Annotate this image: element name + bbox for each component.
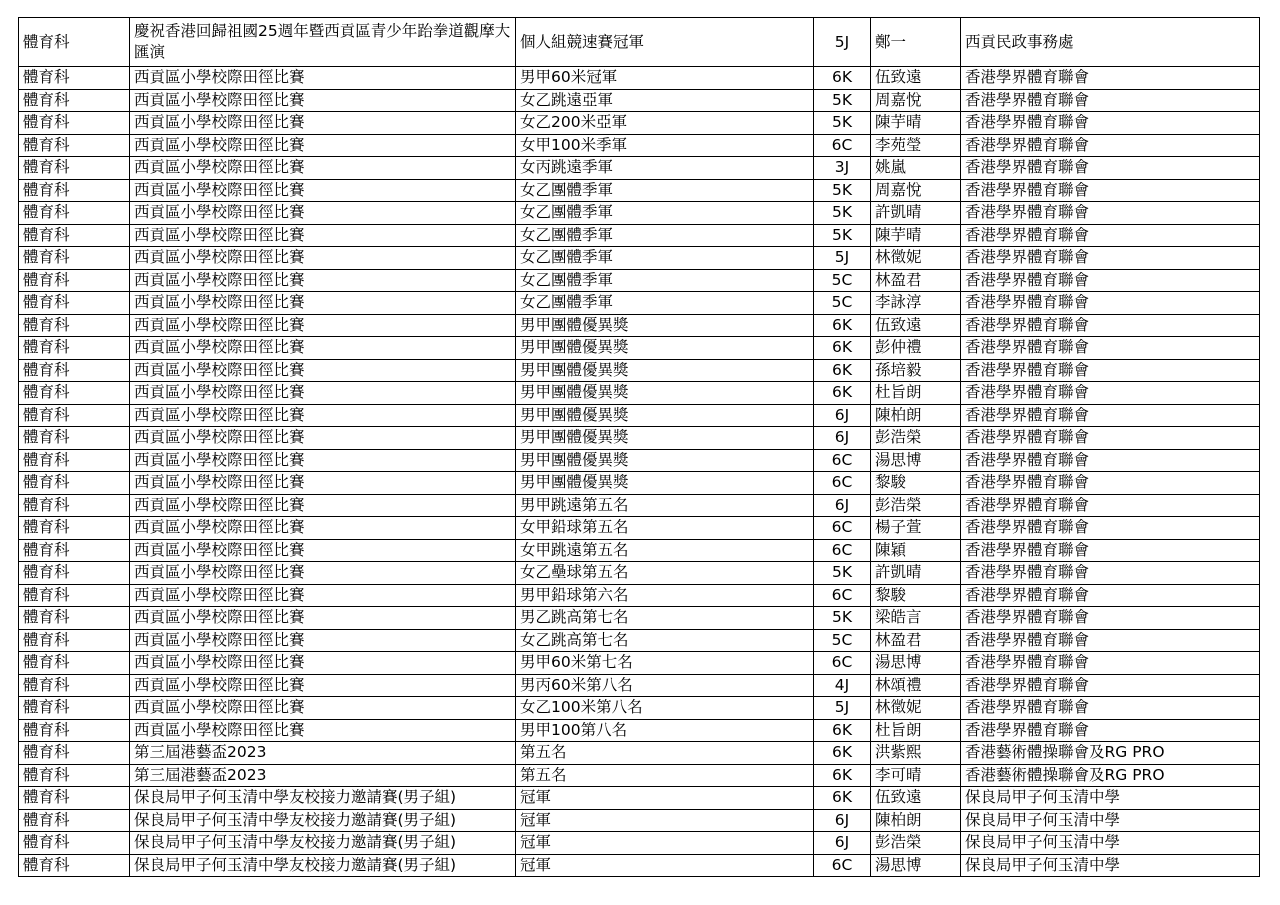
student-cell: 彭浩榮 xyxy=(871,494,961,517)
subject-cell: 體育科 xyxy=(19,742,130,765)
subject-cell: 體育科 xyxy=(19,89,130,112)
event-cell: 西貢區小學校際田徑比賽 xyxy=(130,674,516,697)
student-cell: 黎駿 xyxy=(871,584,961,607)
organizer-cell: 香港學界體育聯會 xyxy=(961,584,1260,607)
organizer-cell: 香港學界體育聯會 xyxy=(961,202,1260,225)
subject-cell: 體育科 xyxy=(19,854,130,877)
table-row xyxy=(19,269,1260,292)
table-row xyxy=(19,337,1260,360)
table-row xyxy=(19,427,1260,450)
event-cell: 西貢區小學校際田徑比賽 xyxy=(130,404,516,427)
student-cell: 陳芋晴 xyxy=(871,112,961,135)
class-cell: 6K xyxy=(814,764,871,787)
class-cell: 6C xyxy=(814,652,871,675)
class-cell: 5K xyxy=(814,89,871,112)
table-row xyxy=(19,832,1260,855)
class-cell: 6C xyxy=(814,517,871,540)
event-cell: 西貢區小學校際田徑比賽 xyxy=(130,112,516,135)
subject-cell: 體育科 xyxy=(19,179,130,202)
awards-table xyxy=(18,17,1260,877)
event-cell: 保良局甲子何玉清中學友校接力邀請賽(男子組) xyxy=(130,854,516,877)
subject-cell: 體育科 xyxy=(19,697,130,720)
award-cell: 女乙跳高第七名 xyxy=(516,629,814,652)
event-cell: 西貢區小學校際田徑比賽 xyxy=(130,697,516,720)
subject-cell: 體育科 xyxy=(19,134,130,157)
subject-cell: 體育科 xyxy=(19,764,130,787)
table-row xyxy=(19,629,1260,652)
student-cell: 姚嵐 xyxy=(871,157,961,180)
award-cell: 女甲跳遠第五名 xyxy=(516,539,814,562)
student-cell: 周嘉悅 xyxy=(871,89,961,112)
organizer-cell: 香港學界體育聯會 xyxy=(961,179,1260,202)
class-cell: 5J xyxy=(814,697,871,720)
table-row xyxy=(19,854,1260,877)
event-cell: 西貢區小學校際田徑比賽 xyxy=(130,517,516,540)
subject-cell: 體育科 xyxy=(19,247,130,270)
organizer-cell: 香港學界體育聯會 xyxy=(961,112,1260,135)
class-cell: 6J xyxy=(814,832,871,855)
organizer-cell: 保良局甲子何玉清中學 xyxy=(961,854,1260,877)
event-cell: 保良局甲子何玉清中學友校接力邀請賽(男子組) xyxy=(130,787,516,810)
subject-cell: 體育科 xyxy=(19,292,130,315)
award-cell: 女乙團體季軍 xyxy=(516,224,814,247)
subject-cell: 體育科 xyxy=(19,584,130,607)
student-cell: 杜旨朗 xyxy=(871,719,961,742)
subject-cell: 體育科 xyxy=(19,269,130,292)
class-cell: 6K xyxy=(814,314,871,337)
subject-cell: 體育科 xyxy=(19,202,130,225)
table-row xyxy=(19,787,1260,810)
student-cell: 梁皓言 xyxy=(871,607,961,630)
award-cell: 女乙跳遠亞軍 xyxy=(516,89,814,112)
event-cell: 保良局甲子何玉清中學友校接力邀請賽(男子組) xyxy=(130,832,516,855)
award-cell: 男甲團體優異獎 xyxy=(516,449,814,472)
student-cell: 林徵妮 xyxy=(871,247,961,270)
subject-cell: 體育科 xyxy=(19,337,130,360)
organizer-cell: 香港學界體育聯會 xyxy=(961,652,1260,675)
award-cell: 女丙跳遠季軍 xyxy=(516,157,814,180)
subject-cell: 體育科 xyxy=(19,224,130,247)
student-cell: 陳芋晴 xyxy=(871,224,961,247)
award-cell: 女乙團體季軍 xyxy=(516,202,814,225)
event-cell: 西貢區小學校際田徑比賽 xyxy=(130,247,516,270)
table-row xyxy=(19,539,1260,562)
subject-cell: 體育科 xyxy=(19,787,130,810)
class-cell: 6K xyxy=(814,742,871,765)
class-cell: 6C xyxy=(814,854,871,877)
student-cell: 黎駿 xyxy=(871,472,961,495)
table-row xyxy=(19,674,1260,697)
organizer-cell: 香港學界體育聯會 xyxy=(961,89,1260,112)
class-cell: 6C xyxy=(814,539,871,562)
class-cell: 6K xyxy=(814,67,871,90)
table-row xyxy=(19,719,1260,742)
table-row xyxy=(19,359,1260,382)
organizer-cell: 香港學界體育聯會 xyxy=(961,157,1260,180)
event-cell: 西貢區小學校際田徑比賽 xyxy=(130,67,516,90)
organizer-cell: 香港學界體育聯會 xyxy=(961,539,1260,562)
event-cell: 西貢區小學校際田徑比賽 xyxy=(130,584,516,607)
class-cell: 6K xyxy=(814,719,871,742)
event-cell: 西貢區小學校際田徑比賽 xyxy=(130,134,516,157)
event-cell: 西貢區小學校際田徑比賽 xyxy=(130,449,516,472)
table-row xyxy=(19,764,1260,787)
subject-cell: 體育科 xyxy=(19,427,130,450)
student-cell: 伍致遠 xyxy=(871,67,961,90)
table-row xyxy=(19,584,1260,607)
table-row xyxy=(19,404,1260,427)
class-cell: 5K xyxy=(814,202,871,225)
class-cell: 6K xyxy=(814,337,871,360)
organizer-cell: 保良局甲子何玉清中學 xyxy=(961,832,1260,855)
table-row xyxy=(19,382,1260,405)
event-cell: 第三屆港藝盃2023 xyxy=(130,764,516,787)
award-cell: 女乙100米第八名 xyxy=(516,697,814,720)
award-cell: 女乙團體季軍 xyxy=(516,292,814,315)
student-cell: 杜旨朗 xyxy=(871,382,961,405)
student-cell: 周嘉悅 xyxy=(871,179,961,202)
student-cell: 彭仲禮 xyxy=(871,337,961,360)
organizer-cell: 香港學界體育聯會 xyxy=(961,314,1260,337)
organizer-cell: 香港學界體育聯會 xyxy=(961,517,1260,540)
table-row xyxy=(19,67,1260,90)
student-cell: 林徵妮 xyxy=(871,697,961,720)
event-cell: 西貢區小學校際田徑比賽 xyxy=(130,292,516,315)
class-cell: 6C xyxy=(814,134,871,157)
organizer-cell: 香港學界體育聯會 xyxy=(961,472,1260,495)
table-row xyxy=(19,607,1260,630)
class-cell: 6J xyxy=(814,494,871,517)
class-cell: 5K xyxy=(814,607,871,630)
table-row xyxy=(19,809,1260,832)
class-cell: 6C xyxy=(814,584,871,607)
award-cell: 冠軍 xyxy=(516,832,814,855)
class-cell: 6C xyxy=(814,472,871,495)
table-row xyxy=(19,18,1260,67)
subject-cell: 體育科 xyxy=(19,517,130,540)
subject-cell: 體育科 xyxy=(19,674,130,697)
table-row xyxy=(19,697,1260,720)
table-row xyxy=(19,292,1260,315)
organizer-cell: 香港學界體育聯會 xyxy=(961,449,1260,472)
student-cell: 鄭一 xyxy=(871,18,961,67)
subject-cell: 體育科 xyxy=(19,314,130,337)
event-cell: 慶祝香港回歸祖國25週年暨西貢區青少年跆拳道觀摩大匯演 xyxy=(130,18,516,67)
event-cell: 西貢區小學校際田徑比賽 xyxy=(130,179,516,202)
student-cell: 林頌禮 xyxy=(871,674,961,697)
student-cell: 林盈君 xyxy=(871,269,961,292)
subject-cell: 體育科 xyxy=(19,67,130,90)
class-cell: 5C xyxy=(814,629,871,652)
subject-cell: 體育科 xyxy=(19,472,130,495)
event-cell: 西貢區小學校際田徑比賽 xyxy=(130,382,516,405)
class-cell: 5K xyxy=(814,112,871,135)
event-cell: 西貢區小學校際田徑比賽 xyxy=(130,494,516,517)
organizer-cell: 香港學界體育聯會 xyxy=(961,607,1260,630)
award-cell: 男甲團體優異獎 xyxy=(516,359,814,382)
class-cell: 6K xyxy=(814,359,871,382)
organizer-cell: 香港學界體育聯會 xyxy=(961,382,1260,405)
student-cell: 伍致遠 xyxy=(871,314,961,337)
subject-cell: 體育科 xyxy=(19,539,130,562)
event-cell: 保良局甲子何玉清中學友校接力邀請賽(男子組) xyxy=(130,809,516,832)
student-cell: 李苑瑩 xyxy=(871,134,961,157)
student-cell: 湯思博 xyxy=(871,854,961,877)
event-cell: 西貢區小學校際田徑比賽 xyxy=(130,652,516,675)
class-cell: 6J xyxy=(814,809,871,832)
event-cell: 西貢區小學校際田徑比賽 xyxy=(130,314,516,337)
table-row xyxy=(19,179,1260,202)
table-row xyxy=(19,314,1260,337)
subject-cell: 體育科 xyxy=(19,449,130,472)
student-cell: 陳柏朗 xyxy=(871,404,961,427)
award-cell: 女乙壘球第五名 xyxy=(516,562,814,585)
award-cell: 個人組競速賽冠軍 xyxy=(516,18,814,67)
student-cell: 彭浩榮 xyxy=(871,427,961,450)
award-cell: 男丙60米第八名 xyxy=(516,674,814,697)
event-cell: 西貢區小學校際田徑比賽 xyxy=(130,629,516,652)
subject-cell: 體育科 xyxy=(19,359,130,382)
event-cell: 西貢區小學校際田徑比賽 xyxy=(130,562,516,585)
subject-cell: 體育科 xyxy=(19,832,130,855)
organizer-cell: 香港學界體育聯會 xyxy=(961,629,1260,652)
organizer-cell: 香港學界體育聯會 xyxy=(961,719,1260,742)
class-cell: 5K xyxy=(814,224,871,247)
subject-cell: 體育科 xyxy=(19,404,130,427)
student-cell: 林盈君 xyxy=(871,629,961,652)
organizer-cell: 保良局甲子何玉清中學 xyxy=(961,809,1260,832)
organizer-cell: 香港藝術體操聯會及RG PRO xyxy=(961,742,1260,765)
organizer-cell: 香港學界體育聯會 xyxy=(961,247,1260,270)
event-cell: 西貢區小學校際田徑比賽 xyxy=(130,719,516,742)
class-cell: 3J xyxy=(814,157,871,180)
event-cell: 西貢區小學校際田徑比賽 xyxy=(130,359,516,382)
table-row xyxy=(19,202,1260,225)
class-cell: 5K xyxy=(814,179,871,202)
subject-cell: 體育科 xyxy=(19,382,130,405)
event-cell: 西貢區小學校際田徑比賽 xyxy=(130,269,516,292)
event-cell: 西貢區小學校際田徑比賽 xyxy=(130,224,516,247)
class-cell: 6J xyxy=(814,404,871,427)
award-cell: 男甲100第八名 xyxy=(516,719,814,742)
table-row xyxy=(19,224,1260,247)
student-cell: 李可晴 xyxy=(871,764,961,787)
award-cell: 女甲鉛球第五名 xyxy=(516,517,814,540)
table-row xyxy=(19,247,1260,270)
event-cell: 第三屆港藝盃2023 xyxy=(130,742,516,765)
award-cell: 女乙團體季軍 xyxy=(516,247,814,270)
subject-cell: 體育科 xyxy=(19,18,130,67)
student-cell: 伍致遠 xyxy=(871,787,961,810)
organizer-cell: 香港學界體育聯會 xyxy=(961,134,1260,157)
award-cell: 冠軍 xyxy=(516,809,814,832)
student-cell: 洪紫熙 xyxy=(871,742,961,765)
event-cell: 西貢區小學校際田徑比賽 xyxy=(130,472,516,495)
award-cell: 男甲團體優異獎 xyxy=(516,404,814,427)
table-row xyxy=(19,562,1260,585)
subject-cell: 體育科 xyxy=(19,112,130,135)
student-cell: 楊子萱 xyxy=(871,517,961,540)
organizer-cell: 香港學界體育聯會 xyxy=(961,697,1260,720)
organizer-cell: 香港學界體育聯會 xyxy=(961,337,1260,360)
table-row xyxy=(19,494,1260,517)
event-cell: 西貢區小學校際田徑比賽 xyxy=(130,337,516,360)
subject-cell: 體育科 xyxy=(19,629,130,652)
table-row xyxy=(19,517,1260,540)
organizer-cell: 香港學界體育聯會 xyxy=(961,427,1260,450)
subject-cell: 體育科 xyxy=(19,607,130,630)
class-cell: 4J xyxy=(814,674,871,697)
event-cell: 西貢區小學校際田徑比賽 xyxy=(130,539,516,562)
event-cell: 西貢區小學校際田徑比賽 xyxy=(130,427,516,450)
organizer-cell: 香港學界體育聯會 xyxy=(961,494,1260,517)
organizer-cell: 香港學界體育聯會 xyxy=(961,292,1260,315)
event-cell: 西貢區小學校際田徑比賽 xyxy=(130,89,516,112)
award-cell: 女乙200米亞軍 xyxy=(516,112,814,135)
award-cell: 冠軍 xyxy=(516,787,814,810)
student-cell: 李詠淳 xyxy=(871,292,961,315)
student-cell: 陳柏朗 xyxy=(871,809,961,832)
organizer-cell: 香港學界體育聯會 xyxy=(961,269,1260,292)
award-cell: 第五名 xyxy=(516,742,814,765)
award-cell: 男甲60米第七名 xyxy=(516,652,814,675)
student-cell: 孫培毅 xyxy=(871,359,961,382)
student-cell: 湯思博 xyxy=(871,449,961,472)
class-cell: 6K xyxy=(814,382,871,405)
class-cell: 5J xyxy=(814,247,871,270)
organizer-cell: 香港學界體育聯會 xyxy=(961,224,1260,247)
table-row xyxy=(19,472,1260,495)
organizer-cell: 香港學界體育聯會 xyxy=(961,67,1260,90)
award-cell: 男甲團體優異獎 xyxy=(516,314,814,337)
table-row xyxy=(19,112,1260,135)
table-row xyxy=(19,652,1260,675)
event-cell: 西貢區小學校際田徑比賽 xyxy=(130,607,516,630)
class-cell: 5C xyxy=(814,292,871,315)
organizer-cell: 香港學界體育聯會 xyxy=(961,359,1260,382)
organizer-cell: 西貢民政事務處 xyxy=(961,18,1260,67)
student-cell: 湯思博 xyxy=(871,652,961,675)
event-cell: 西貢區小學校際田徑比賽 xyxy=(130,157,516,180)
award-cell: 女甲100米季軍 xyxy=(516,134,814,157)
award-cell: 第五名 xyxy=(516,764,814,787)
award-cell: 男甲團體優異獎 xyxy=(516,472,814,495)
class-cell: 6C xyxy=(814,449,871,472)
organizer-cell: 香港藝術體操聯會及RG PRO xyxy=(961,764,1260,787)
award-cell: 女乙團體季軍 xyxy=(516,269,814,292)
subject-cell: 體育科 xyxy=(19,719,130,742)
table-row xyxy=(19,157,1260,180)
event-cell: 西貢區小學校際田徑比賽 xyxy=(130,202,516,225)
class-cell: 5C xyxy=(814,269,871,292)
subject-cell: 體育科 xyxy=(19,652,130,675)
student-cell: 許凱晴 xyxy=(871,202,961,225)
table-row xyxy=(19,89,1260,112)
subject-cell: 體育科 xyxy=(19,494,130,517)
student-cell: 陳穎 xyxy=(871,539,961,562)
table-row xyxy=(19,449,1260,472)
organizer-cell: 香港學界體育聯會 xyxy=(961,674,1260,697)
awards-table-body xyxy=(19,18,1260,877)
award-cell: 男甲團體優異獎 xyxy=(516,382,814,405)
award-cell: 男甲團體優異獎 xyxy=(516,427,814,450)
class-cell: 5J xyxy=(814,18,871,67)
award-cell: 男甲60米冠軍 xyxy=(516,67,814,90)
award-cell: 男甲鉛球第六名 xyxy=(516,584,814,607)
subject-cell: 體育科 xyxy=(19,562,130,585)
organizer-cell: 香港學界體育聯會 xyxy=(961,404,1260,427)
class-cell: 6J xyxy=(814,427,871,450)
award-cell: 冠軍 xyxy=(516,854,814,877)
student-cell: 彭浩榮 xyxy=(871,832,961,855)
subject-cell: 體育科 xyxy=(19,157,130,180)
table-row xyxy=(19,134,1260,157)
award-cell: 男甲團體優異獎 xyxy=(516,337,814,360)
award-cell: 男乙跳高第七名 xyxy=(516,607,814,630)
award-cell: 男甲跳遠第五名 xyxy=(516,494,814,517)
award-cell: 女乙團體季軍 xyxy=(516,179,814,202)
table-row xyxy=(19,742,1260,765)
class-cell: 5K xyxy=(814,562,871,585)
organizer-cell: 香港學界體育聯會 xyxy=(961,562,1260,585)
class-cell: 6K xyxy=(814,787,871,810)
organizer-cell: 保良局甲子何玉清中學 xyxy=(961,787,1260,810)
student-cell: 許凱晴 xyxy=(871,562,961,585)
subject-cell: 體育科 xyxy=(19,809,130,832)
